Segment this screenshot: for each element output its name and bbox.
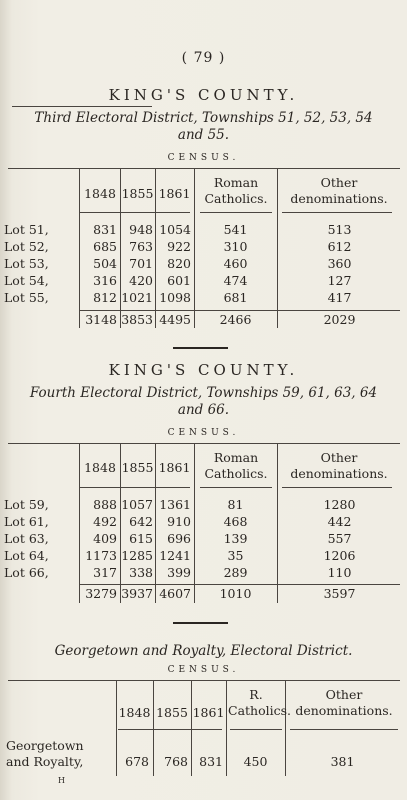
section-1-row-2-1848: 685 xyxy=(93,239,117,254)
section-1-row-4-1855: 420 xyxy=(129,273,153,288)
section-1-total-other: 2029 xyxy=(323,312,356,327)
section-1-row-1-1855: 948 xyxy=(129,222,153,237)
section-3-cell-1848: 678 xyxy=(125,754,149,769)
section-1-row-2-label: Lot 52, xyxy=(4,239,49,254)
section-1-row-4-label: Lot 54, xyxy=(4,273,49,288)
section-1-total-1848: 3148 xyxy=(85,312,117,327)
section-1-total-rc: 2466 xyxy=(219,312,252,327)
section-3-row-label-line-1: Georgetown xyxy=(6,738,84,753)
section-2-row-1-1861: 1361 xyxy=(159,497,191,512)
section-2-header-roman-catholics: Roman Catholics. xyxy=(204,450,268,481)
section-3-header-rule-b xyxy=(230,729,282,730)
section-1-row-2-1855: 763 xyxy=(129,239,153,254)
section-2-row-3-1855: 615 xyxy=(129,531,153,546)
section-1-header-1855: 1855 xyxy=(121,186,154,201)
section-divider-1 xyxy=(173,347,228,349)
section-3-cell-1861: 831 xyxy=(199,754,223,769)
section-2-header-1861: 1861 xyxy=(158,460,191,475)
section-1-row-3-rc: 460 xyxy=(223,256,248,271)
section-2-row-2-1848: 492 xyxy=(93,514,117,529)
section-1-table-top-rule xyxy=(8,168,400,169)
section-2-census-label: CENSUS. xyxy=(167,428,240,438)
section-1-header-other: Other denominations. xyxy=(290,175,388,206)
section-3-header-rule-c xyxy=(290,729,398,730)
section-2-row-4-1861: 1241 xyxy=(159,548,191,563)
section-1-row-3-1855: 701 xyxy=(129,256,153,271)
section-2-row-1-1855: 1057 xyxy=(121,497,153,512)
section-divider-2 xyxy=(173,622,228,624)
section-1-row-1-1848: 831 xyxy=(93,222,117,237)
section-1-header-rule-b xyxy=(200,212,272,213)
section-1-header-1848: 1848 xyxy=(84,186,116,201)
section-2-row-3-rc: 139 xyxy=(223,531,248,546)
section-3-cell-rc: 450 xyxy=(243,754,268,769)
section-1-row-2-other: 612 xyxy=(327,239,352,254)
section-2-row-4-rc: 35 xyxy=(227,548,244,563)
section-1-row-3-1861: 820 xyxy=(167,256,191,271)
section-2-row-3-1861: 696 xyxy=(167,531,191,546)
section-2-total-1855: 3937 xyxy=(121,586,153,601)
section-1-total-rule xyxy=(80,310,400,311)
section-2-district-line-2: and 66. xyxy=(177,402,230,418)
page-number: ( 79 ) xyxy=(181,50,226,66)
section-3-header-1855: 1855 xyxy=(156,705,188,720)
section-2-total-other: 3597 xyxy=(323,586,356,601)
section-1-header-rule-c xyxy=(282,212,392,213)
section-2-row-5-rc: 289 xyxy=(223,565,248,580)
section-2-row-1-label: Lot 59, xyxy=(4,497,49,512)
section-2-county-title: KING'S COUNTY. xyxy=(108,361,299,379)
section-1-header-roman-catholics: Roman Catholics. xyxy=(204,175,268,206)
section-2-row-5-1855: 338 xyxy=(129,565,153,580)
section-3-header-rc: R. Catholics. xyxy=(228,687,292,718)
section-1-row-1-label: Lot 51, xyxy=(4,222,49,237)
section-2-row-2-other: 442 xyxy=(327,514,352,529)
section-2-district-title xyxy=(0,385,407,419)
section-1-row-5-1848: 812 xyxy=(93,290,117,305)
section-1-row-5-rc: 681 xyxy=(223,290,248,305)
section-2-row-2-1861: 910 xyxy=(167,514,191,529)
section-2-row-4-1848: 1173 xyxy=(85,548,117,563)
section-1-row-5-1861: 1098 xyxy=(159,290,191,305)
section-2-row-1-other: 1280 xyxy=(323,497,356,512)
section-2-header-other: Other denominations. xyxy=(290,450,388,481)
section-2-row-5-label: Lot 66, xyxy=(4,565,49,580)
section-2-row-4-label: Lot 64, xyxy=(4,548,49,563)
section-3-district-line-1: Georgetown and Royalty, Electoral District. xyxy=(54,643,353,659)
section-2-total-rc: 1010 xyxy=(219,586,252,601)
section-2-table-top-rule xyxy=(8,443,400,444)
section-1-header-1861: 1861 xyxy=(158,186,191,201)
section-1-total-1861: 4495 xyxy=(159,312,191,327)
section-1-title-rule xyxy=(12,106,152,107)
section-2-header-rule-a xyxy=(80,487,190,488)
section-2-header-1848: 1848 xyxy=(84,460,116,475)
section-1-row-2-rc: 310 xyxy=(223,239,248,254)
section-2-row-4-other: 1206 xyxy=(323,548,356,563)
section-1-county-title: KING'S COUNTY. xyxy=(108,86,299,104)
section-1-header-rule-a xyxy=(80,212,190,213)
section-1-row-5-other: 417 xyxy=(327,290,352,305)
section-1-row-1-other: 513 xyxy=(327,222,352,237)
section-2-header-rule-c xyxy=(282,487,392,488)
section-2-header-1855: 1855 xyxy=(121,460,154,475)
section-1-row-4-rc: 474 xyxy=(223,273,248,288)
section-2-row-2-label: Lot 61, xyxy=(4,514,49,529)
section-3-table-top-rule xyxy=(8,680,400,681)
section-3-row-label-line-2: and Royalty, xyxy=(6,754,84,769)
section-2-row-3-label: Lot 63, xyxy=(4,531,49,546)
section-3-cell-other: 381 xyxy=(330,754,355,769)
section-1-total-1855: 3853 xyxy=(121,312,153,327)
section-2-row-4-1855: 1285 xyxy=(121,548,153,563)
section-3-header-1848: 1848 xyxy=(118,705,151,720)
section-1-district-title xyxy=(0,110,407,144)
signature-mark: H xyxy=(58,776,65,785)
section-1-row-1-1861: 1054 xyxy=(159,222,191,237)
section-1-row-3-1848: 504 xyxy=(93,256,117,271)
section-2-row-3-other: 557 xyxy=(327,531,352,546)
section-2-row-5-1861: 399 xyxy=(167,565,191,580)
section-2-district-line-1: Fourth Electoral District, Townships 59, 61, 63, 64 xyxy=(29,385,378,401)
section-3-header-other: Other denominations. xyxy=(295,687,393,718)
section-1-row-1-rc: 541 xyxy=(223,222,248,237)
section-2-row-5-other: 110 xyxy=(327,565,352,580)
section-2-total-rule xyxy=(80,584,400,585)
section-2-row-1-rc: 81 xyxy=(227,497,244,512)
section-3-census-label: CENSUS. xyxy=(167,665,240,675)
section-1-row-3-label: Lot 53, xyxy=(4,256,49,271)
section-1-row-5-label: Lot 55, xyxy=(4,290,49,305)
section-2-row-2-1855: 642 xyxy=(129,514,153,529)
section-2-row-2-rc: 468 xyxy=(223,514,248,529)
section-3-header-rule-a xyxy=(118,729,222,730)
section-1-district-line-1: Third Electoral District, Townships 51, 52, 53, 54 xyxy=(34,110,373,126)
section-3-header-1861: 1861 xyxy=(192,705,225,720)
section-2-header-rule-b xyxy=(200,487,272,488)
section-1-row-4-1861: 601 xyxy=(167,273,191,288)
section-3-district-title xyxy=(0,643,407,660)
section-2-total-1848: 3279 xyxy=(85,586,117,601)
section-1-census-label: CENSUS. xyxy=(167,153,240,163)
section-1-row-5-1855: 1021 xyxy=(121,290,153,305)
section-2-row-5-1848: 317 xyxy=(93,565,117,580)
section-2-row-1-1848: 888 xyxy=(93,497,117,512)
section-1-row-4-other: 127 xyxy=(327,273,352,288)
section-1-district-line-2: and 55. xyxy=(177,127,230,143)
section-1-row-4-1848: 316 xyxy=(93,273,117,288)
section-1-row-2-1861: 922 xyxy=(167,239,191,254)
section-1-row-3-other: 360 xyxy=(327,256,352,271)
section-2-row-3-1848: 409 xyxy=(93,531,117,546)
section-3-cell-1855: 768 xyxy=(164,754,188,769)
section-2-total-1861: 4607 xyxy=(159,586,191,601)
